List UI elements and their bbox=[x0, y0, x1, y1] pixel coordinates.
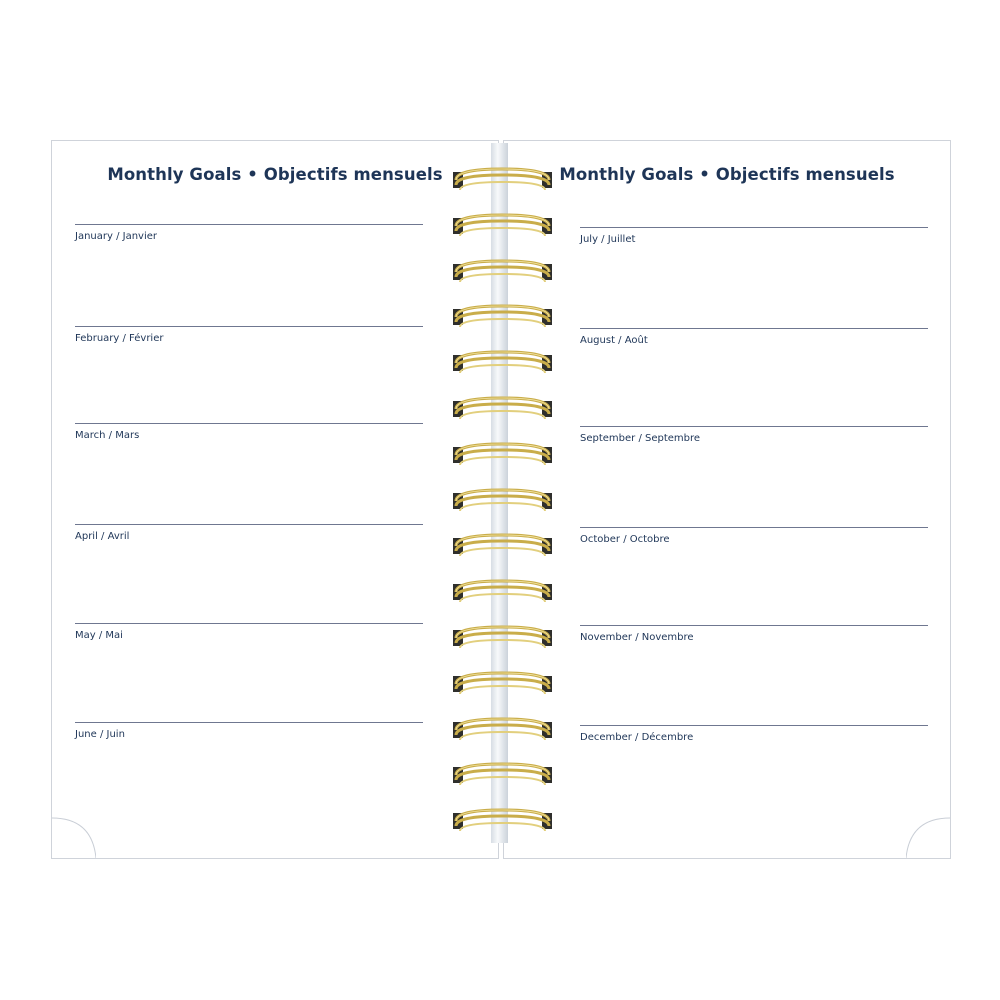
month-label: July / Juillet bbox=[580, 234, 636, 245]
month-label: December / Décembre bbox=[580, 732, 694, 743]
month-label: January / Janvier bbox=[75, 231, 158, 242]
binding-ring-icon bbox=[452, 670, 553, 698]
rounded-corner-mark bbox=[52, 814, 96, 858]
binding-ring-icon bbox=[452, 532, 553, 560]
writing-line bbox=[580, 625, 928, 626]
binding-ring-icon bbox=[452, 258, 553, 286]
binding-ring-icon bbox=[452, 487, 553, 515]
binding-ring-icon bbox=[452, 349, 553, 377]
binding-ring-icon bbox=[452, 303, 553, 331]
writing-line bbox=[75, 623, 423, 624]
writing-line bbox=[75, 423, 423, 424]
binding-ring-icon bbox=[452, 212, 553, 240]
month-section bbox=[580, 527, 928, 545]
writing-line bbox=[75, 722, 423, 723]
rounded-corner-mark bbox=[906, 814, 950, 858]
binding-ring-icon bbox=[452, 441, 553, 469]
month-section bbox=[580, 625, 928, 643]
month-section bbox=[75, 224, 423, 242]
writing-line bbox=[580, 426, 928, 427]
month-label: August / Août bbox=[580, 335, 648, 346]
month-label: September / Septembre bbox=[580, 433, 701, 444]
binding-ring-icon bbox=[452, 716, 553, 744]
month-label: June / Juin bbox=[75, 729, 125, 740]
left-page bbox=[51, 140, 499, 859]
month-label: February / Février bbox=[75, 333, 164, 344]
writing-line bbox=[75, 326, 423, 327]
writing-line bbox=[580, 227, 928, 228]
binding-ring-icon bbox=[452, 166, 553, 194]
right-page-title: Monthly Goals • Objectifs mensuels bbox=[559, 165, 895, 184]
month-section bbox=[75, 524, 423, 542]
month-section bbox=[580, 227, 928, 245]
writing-line bbox=[580, 527, 928, 528]
binding-ring-icon bbox=[452, 807, 553, 835]
binding-ring-icon bbox=[452, 395, 553, 423]
month-section bbox=[75, 722, 423, 740]
month-section bbox=[580, 725, 928, 743]
writing-line bbox=[580, 328, 928, 329]
month-label: October / Octobre bbox=[580, 534, 670, 545]
month-label: May / Mai bbox=[75, 630, 123, 641]
month-section bbox=[75, 423, 423, 441]
right-page bbox=[503, 140, 951, 859]
writing-line bbox=[75, 524, 423, 525]
binding-ring-icon bbox=[452, 578, 553, 606]
month-section bbox=[580, 426, 928, 444]
month-section bbox=[75, 623, 423, 641]
month-section bbox=[75, 326, 423, 344]
month-section bbox=[580, 328, 928, 346]
month-label: March / Mars bbox=[75, 430, 140, 441]
writing-line bbox=[580, 725, 928, 726]
binding-ring-icon bbox=[452, 624, 553, 652]
left-page-title: Monthly Goals • Objectifs mensuels bbox=[107, 165, 443, 184]
binding-ring-icon bbox=[452, 761, 553, 789]
writing-line bbox=[75, 224, 423, 225]
month-label: November / Novembre bbox=[580, 632, 694, 643]
month-label: April / Avril bbox=[75, 531, 130, 542]
